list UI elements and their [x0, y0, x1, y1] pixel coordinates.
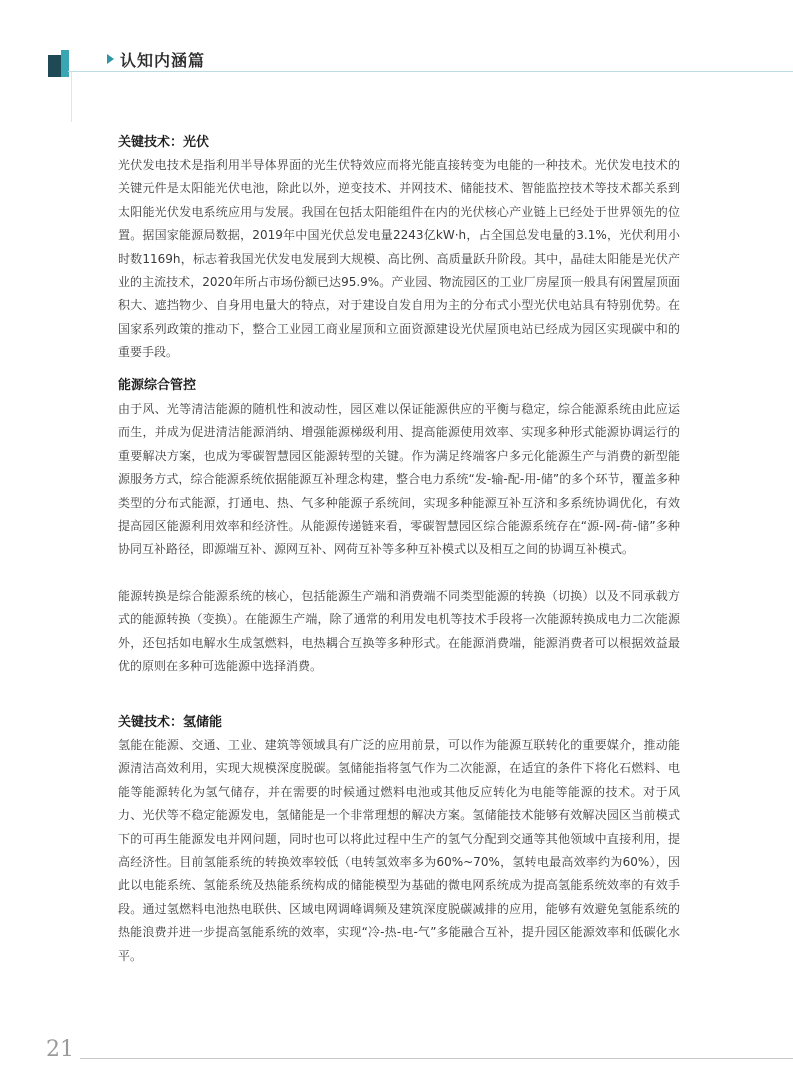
paragraph-energy-control-2: 能源转换是综合能源系统的核心，包括能源生产端和消费端不同类型能源的转换（切换）以及不同承载方式的能源转换（变换）。在能源生产端，除了通常的利用发电机等技术手段将一次能源转换成电力二次能源外，还包括如电解水生成氢燃料，电热耦合互换等多种形式。在能源消费端，能源消费者可以根据效益最优的原则在多种可选能源中选择消费。	[118, 589, 680, 674]
paragraph-pv: 光伏发电技术是指利用半导体界面的光生伏特效应而将光能直接转变为电能的一种技术。光伏发电技术的关键元件是太阳能光伏电池，除此以外，逆变技术、并网技术、储能技术、智能监控技术等技术都关系到太阳能光伏发电系统应用与发展。我国在包括太阳能组件在内的光伏核心产业链上已经处于世界领先的位置。据国家能源局数据，2019年中国光伏总发电量2243亿kW·h，占全国总发电量的3.1%，光伏利用小时数1169h，标志着我国光伏发电发展到大规模、高比例、高质量跃升阶段。其中，晶硅太阳能是光伏产业的主流技术，2020年所占市场份额已达95.9%。产业园、物流园区的工业厂房屋顶一般具有闲置屋顶面积大、遮挡物少、自身用电量大的特点，对于建设自发自用为主的分布式小型光伏电站具有特别优势。在国家系列政策的推动下，整合工业园工商业屋顶和立面资源建设光伏屋顶电站已经成为园区实现碳中和的重要手段。	[118, 158, 680, 360]
section-title-pv: 关键技术：光伏	[118, 135, 210, 150]
section-title-hydrogen: 关键技术：氢储能	[118, 715, 223, 730]
footer-rule	[80, 1058, 793, 1059]
header-accent-bar-teal	[61, 50, 69, 77]
header-rule	[68, 71, 793, 72]
header-accent-bar-dark	[48, 55, 61, 77]
section-header-title: 认知内涵篇	[120, 51, 206, 70]
section-title-energy-control: 能源综合管控	[118, 378, 197, 393]
paragraph-energy-control-1: 由于风、光等清洁能源的随机性和波动性，园区难以保证能源供应的平衡与稳定，综合能源系统由此应运而生，并成为促进清洁能源消纳、增强能源梯级利用、提高能源使用效率、实现多种形式能源协调运行的重要解决方案，也成为零碳智慧园区能源转型的关键。作为满足终端客户多元化能源生产与消费的新型能源服务方式，综合能源系统依据能源互补理念构建，整合电力系统“发-输-配-用-储”的多个环节，覆盖多种类型的分布式能源，打通电、热、气多种能源子系统间，实现多种能源互补互济和多系统协调优化，有效提高园区能源利用效率和经济性。从能源传递链来看，零碳智慧园区综合能源系统存在“源-网-荷-储”多种协同互补路径，即源端互补、源网互补、网荷互补等多种互补模式以及相互之间的协调互补模式。	[118, 402, 680, 557]
header-vertical-rule	[71, 72, 72, 122]
paragraph-hydrogen: 氢能在能源、交通、工业、建筑等领域具有广泛的应用前景，可以作为能源互联转化的重要媒介，推动能源清洁高效利用，实现大规模深度脱碳。氢储能指将氢气作为二次能源，在适宜的条件下将化石燃料、电能等能源转化为氢气储存，并在需要的时候通过燃料电池或其他反应转化为电能等能源的技术。对于风力、光伏等不稳定能源发电，氢储能是一个非常理想的解决方案。氢储能技术能够有效解决园区当前模式下的可再生能源发电并网问题，同时也可以将此过程中生产的氢气分配到交通等其他领域中直接利用，提高经济性。目前氢能系统的转换效率较低（电转氢效率多为60%~70%，氢转电最高效率约为60%），因此以电能系统、氢能系统及热能系统构成的储能模型为基础的微电网系统成为提高氢能系统效率的有效手段。通过氢燃料电池热电联供、区域电网调峰调频及建筑深度脱碳减排的应用，能够有效避免氢能系统的热能浪费并进一步提高氢能系统的效率，实现“冷-热-电-气”多能融合互补，提升园区能源效率和低碳化水平。	[118, 738, 680, 963]
triangle-bullet-icon	[107, 54, 114, 64]
page-number: 21	[46, 1037, 74, 1062]
